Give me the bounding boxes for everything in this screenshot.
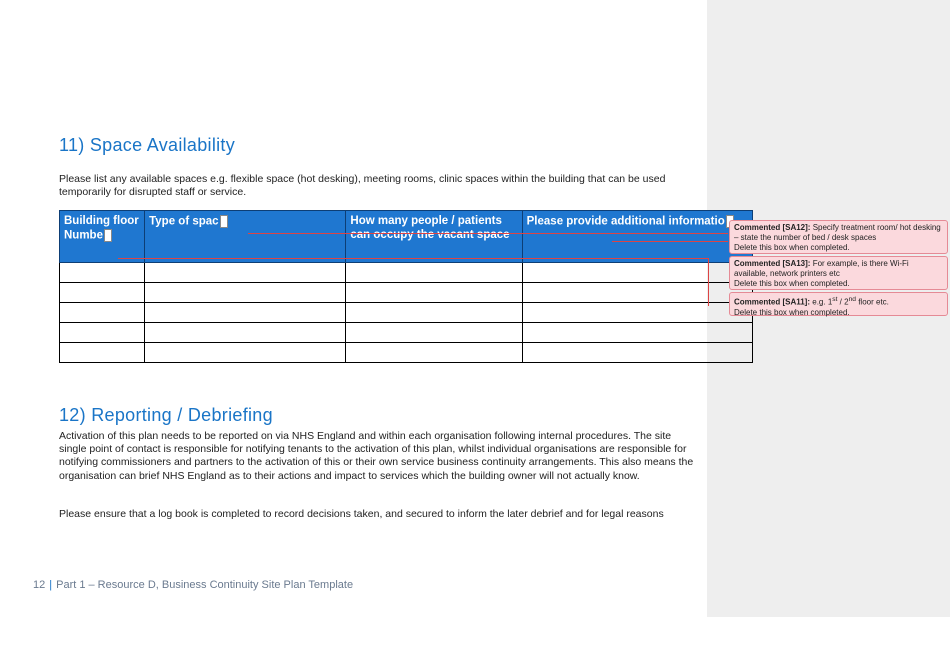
comment-leader-sa11-vertical	[708, 258, 709, 306]
comment-leader-sa12	[248, 233, 728, 234]
table-cell[interactable]	[522, 303, 752, 323]
table-row	[60, 323, 753, 343]
table-cell[interactable]	[346, 283, 522, 303]
comment-sa11[interactable]: Commented [SA11]: e.g. 1st / 2nd floor etc. Delete this box when completed.	[729, 292, 948, 316]
section-11-heading: 11) Space Availability	[59, 135, 236, 155]
page-footer	[33, 579, 353, 591]
table-cell[interactable]	[60, 263, 145, 283]
section-12-paragraph-1: Activation of this plan needs to be reported on via NHS England and within each organisation following internal procedures. The site single point of contact is responsible for notifying tenants to the activation of this plan, whilst individual organisations are responsible for notifying commissioners and partners to the activation of this or their own service business continuity arrangements. This also means the organisation can brief NHS England as to their actions and impact to services which the building owner will not actually know.	[59, 430, 694, 482]
table-cell[interactable]	[145, 283, 346, 303]
table-cell[interactable]	[522, 283, 752, 303]
table-cell[interactable]	[346, 343, 522, 363]
comment-leader-sa13	[612, 241, 728, 242]
comment-anchor-sa12[interactable]	[220, 215, 228, 228]
table-row	[60, 283, 753, 303]
comment-leader-sa11	[118, 258, 708, 259]
section-12-paragraph-2: Please ensure that a log book is completed to record decisions taken, and secured to inform the later debrief and for legal reasons	[59, 508, 664, 520]
table-header-row	[60, 211, 753, 263]
footer-separator: |	[49, 579, 53, 591]
section-11-intro: Please list any available spaces e.g. flexible space (hot desking), meeting rooms, clinic spaces within the building that can be used temporarily for disrupted staff or service.	[59, 173, 666, 199]
page-number: 12	[33, 579, 46, 591]
table-cell[interactable]	[522, 343, 752, 363]
table-cell[interactable]	[145, 263, 346, 283]
table-cell[interactable]	[145, 323, 346, 343]
header-type-of-space[interactable]: Type of spac	[145, 211, 346, 263]
table-cell[interactable]	[60, 323, 145, 343]
table-cell[interactable]	[346, 263, 522, 283]
table-row	[60, 303, 753, 323]
table-cell[interactable]	[145, 343, 346, 363]
header-occupancy[interactable]: How many people / patients can occupy the vacant space	[346, 211, 522, 263]
comment-anchor-sa11[interactable]	[104, 229, 112, 242]
comment-sa13[interactable]: Commented [SA13]: For example, is there Wi-Fi available, network printers etc Delete this box when completed.	[729, 256, 948, 290]
table-cell[interactable]	[60, 303, 145, 323]
header-additional-info[interactable]: Please provide additional informatio	[522, 211, 752, 263]
table-cell[interactable]	[60, 343, 145, 363]
table-cell[interactable]	[522, 323, 752, 343]
header-building-floor[interactable]: Building floor Numbe	[60, 211, 145, 263]
table-row	[60, 263, 753, 283]
table-cell[interactable]	[346, 303, 522, 323]
table-cell[interactable]	[346, 323, 522, 343]
table-row	[60, 343, 753, 363]
footer-text: Part 1 – Resource D, Business Continuity Site Plan Template	[56, 579, 354, 591]
section-12-heading: 12) Reporting / Debriefing	[59, 405, 273, 425]
table-cell[interactable]	[522, 263, 752, 283]
comment-sa12[interactable]: Commented [SA12]: Specify treatment room/ hot desking – state the number of bed / desk spaces Delete this box when completed.	[729, 220, 948, 254]
table-cell[interactable]	[60, 283, 145, 303]
table-cell[interactable]	[145, 303, 346, 323]
